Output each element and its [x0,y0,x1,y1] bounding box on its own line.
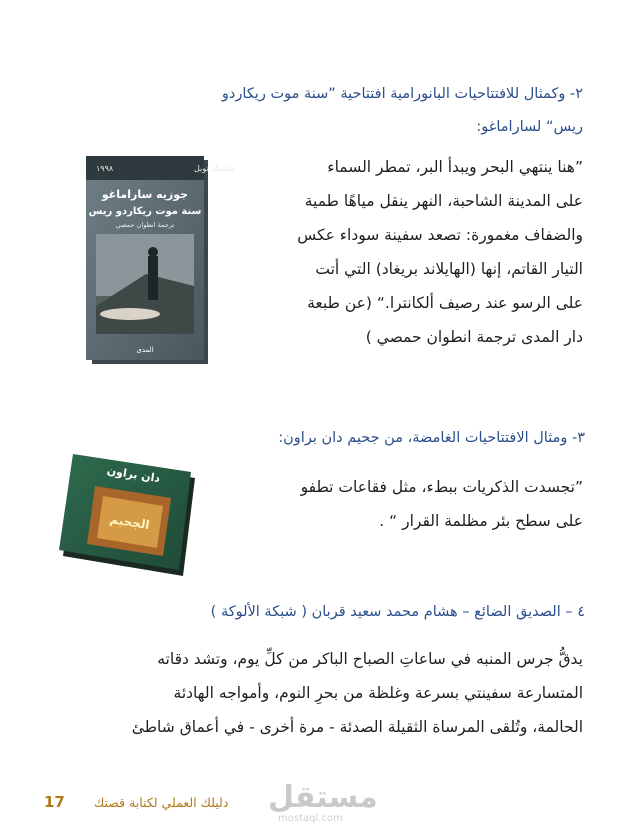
section3-heading: ٣- ومثال الافتتاحيات الغامضة، من جحيم دان براون: [278,430,585,446]
section4-excerpt [42,650,583,750]
standing-figure [148,256,158,300]
mostaql-watermark: مستقل [268,780,378,815]
section2-heading-line2: ريس“ لساراماغو: [476,119,583,135]
book1-publisher-logo: المدى [136,346,154,354]
guide-title: دليلك العملي لكتابة قصتك [94,795,229,810]
book1-translator: ترجمة انطوان حمصي [115,221,175,229]
book2-author: دان براون [106,463,162,486]
section3-quote-line: على سطح بئر مظلمة القرار “ . [379,512,583,530]
book1-title: سنة موت ريكاردو ريس [88,206,202,217]
section2-quote-line: على المدينة الشاحبة، النهر ينقل مياهًا طمية [304,192,583,210]
book1-year: ١٩٩٨ [96,164,114,173]
dan-brown-book-cover [55,452,205,580]
lying-figure [100,308,160,320]
saramago-book-cover [86,156,235,366]
book1-series: سلسلة نوبل [194,164,235,173]
section2-quote-line: على الرسو عند رصيف ألكانترا.“ (عن طبعة [307,294,583,312]
section2-heading-line1: ٢- وكمثال للافتتاحيات البانورامية افتتاحية ”سنة موت ريكاردو [221,86,583,102]
book1-author: جوزيه ساراماغو [101,188,189,201]
book2-title: الجحيم [108,511,151,533]
section2-quote-line: دار المدى ترجمة انطوان حمصي ) [365,328,583,346]
section2-quote-line: والضفاف مغمورة: تصعد سفينة سوداء عكس [297,226,583,244]
section2-quote-line: التيار القاتم، إنها (الهايلاند بريغاد) التي أتت [315,260,583,278]
section2-quote-line: ”هنا ينتهي البحر ويبدأ البر، تمطر السماء [327,158,583,176]
section4-excerpt-line: الحالمة، وتُلقى المرساة الثقيلة الصدئة - مرة أخرى - في أعماق شاطئ [131,718,583,736]
section3-quote-line: ”تجسدت الذكريات ببطء، مثل فقاعات تطفو [300,478,583,496]
section2-quote [230,158,583,358]
section4-heading: ٤ – الصديق الضائع – هشام محمد سعيد قربان ( شبكة الألوكة ) [210,604,585,620]
section4-excerpt-line: المتسارعة سفينتي بسرعة وغلظة من بحرِ النوم، وأمواجه الهادئة [173,684,583,702]
section3-quote [230,478,583,538]
section4-excerpt-line: يدقُّ جرس المنبه في ساعاتِ الصباح الباكر من كلِّ يوم، وتشد دقاته [157,650,583,668]
mostaql-watermark-url: mostaql.com [278,813,343,824]
page-number: 17 [44,793,65,811]
